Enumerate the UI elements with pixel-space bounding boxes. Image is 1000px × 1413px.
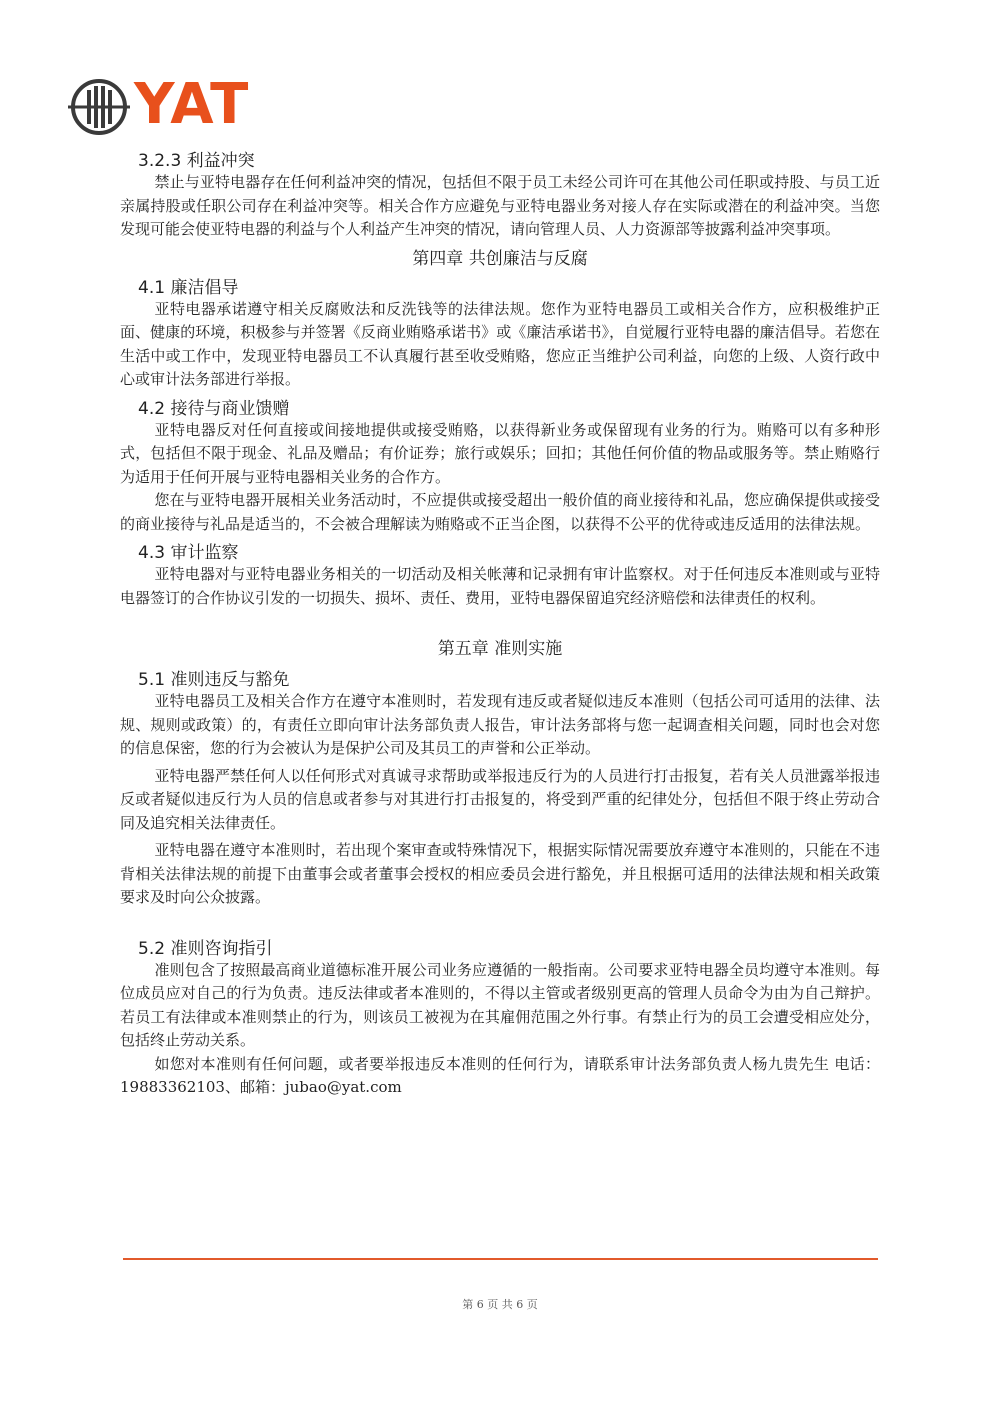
section-5-1-paragraph-2: 亚特电器严禁任何人以任何形式对真诚寻求帮助或举报违反行为的人员进行打击报复，若有关人员泄露举报违反或者疑似违反行为人员的信息或者参与对其进行打击报复的，将受到严重的纪律处分，包括但不限于终止劳动合同及追究相关法律责任。 — [120, 766, 880, 832]
section-3-2-3-paragraph-1: 禁止与亚特电器存在任何利益冲突的情况，包括但不限于员工未经公司许可在其他公司任职或持股、与员工近亲属持股或任职公司存在利益冲突等。相关合作方应避免与亚特电器业务对接人存在实际或潜在的利益冲突。当您发现可能会使亚特电器的利益与个人利益产生冲突的情况，请向管理人员、人力资源部等披露利益冲突事项。 — [120, 173, 880, 238]
logo-text: YAT — [134, 72, 250, 137]
section-4-1-heading: 4.1 廉洁倡导 — [138, 277, 239, 298]
document-body — [120, 146, 880, 1100]
yat-logo — [68, 72, 268, 138]
section-5-2-paragraph-1: 准则包含了按照最高商业道德标准开展公司业务应遵循的一般指南。公司要求亚特电器全员均遵守本准则。每位成员应对自己的行为负责。违反法律或者本准则的，不得以主管或者级别更高的管理人员命令为由为自己辩护。若员工有法律或本准则禁止的行为，则该员工被视为在其雇佣范围之外行事。有禁止行为的员工会遭受相应处分，包括终止劳动关系。 — [120, 960, 880, 1049]
section-5-2-heading: 5.2 准则咨询指引 — [138, 938, 273, 959]
section-4-2-heading: 4.2 接待与商业馈赠 — [138, 398, 290, 419]
footer-divider — [123, 1258, 878, 1260]
chapter-4-title: 第四章 共创廉洁与反腐 — [412, 248, 588, 269]
section-3-2-3-heading: 3.2.3 利益冲突 — [138, 151, 255, 171]
section-5-1-paragraph-3: 亚特电器在遵守本准则时，若出现个案审查或特殊情况下，根据实际情况需要放弃遵守本准则的，只能在不违背相关法律法规的前提下由董事会或者董事会授权的相应委员会进行豁免，并且根据可适用的法律法规和相关政策要求及时向公众披露。 — [120, 841, 880, 906]
page-number: 第 6 页 共 6 页 — [462, 1298, 538, 1311]
yat-circle-logo-icon — [68, 76, 130, 138]
section-4-3-paragraph-1: 亚特电器对与亚特电器业务相关的一切活动及相关帐薄和记录拥有审计监察权。对于任何违反本准则或与亚特电器签订的合作协议引发的一切损失、损坏、责任、费用，亚特电器保留追究经济赔偿和法律责任的权利。 — [120, 565, 880, 607]
section-4-1-paragraph-1: 亚特电器承诺遵守相关反腐败法和反洗钱等的法律法规。您作为亚特电器员工或相关合作方，应积极维护正面、健康的环境，积极参与并签署《反商业贿赂承诺书》或《廉洁承诺书》，自觉履行亚特电器的廉洁倡导。若您在生活中或工作中，发现亚特电器员工不认真履行甚至收受贿赂，您应正当维护公司利益，向您的上级、人资行政中心或审计法务部进行举报。 — [120, 299, 880, 388]
section-5-2-paragraph-2: 如您对本准则有任何问题，或者要举报违反本准则的任何行为，请联系审计法务部负责人杨九贵先生 电话：19883362103、邮箱：jubao@yat.com — [120, 1054, 880, 1096]
section-5-1-paragraph-1: 亚特电器员工及相关合作方在遵守本准则时，若发现有违反或者疑似违反本准则（包括公司可适用的法律、法规、规则或政策）的，有责任立即向审计法务部负责人报告，审计法务部将与您一起调查相关问题，同时也会对您的信息保密，您的行为会被认为是保护公司及其员工的声誉和公正举动。 — [120, 692, 880, 757]
section-4-3-heading: 4.3 审计监察 — [138, 543, 239, 563]
chapter-5-title: 第五章 准则实施 — [437, 639, 563, 659]
section-5-1-heading: 5.1 准则违反与豁免 — [138, 670, 290, 690]
section-4-2-paragraph-2: 您在与亚特电器开展相关业务活动时，不应提供或接受超出一般价值的商业接待和礼品，您应确保提供或接受的商业接待与礼品是适当的，不会被合理解读为贿赂或不正当企图，以获得不公平的优待或违反适用的法律法规。 — [120, 491, 880, 533]
section-4-2-paragraph-1: 亚特电器反对任何直接或间接地提供或接受贿赂，以获得新业务或保留现有业务的行为。贿赂可以有多种形式，包括但不限于现金、礼品及赠品；有价证券；旅行或娱乐；回扣；其他任何价值的物品或服务等。禁止贿赂行为适用于任何开展与亚特电器相关业务的合作方。 — [120, 420, 880, 486]
